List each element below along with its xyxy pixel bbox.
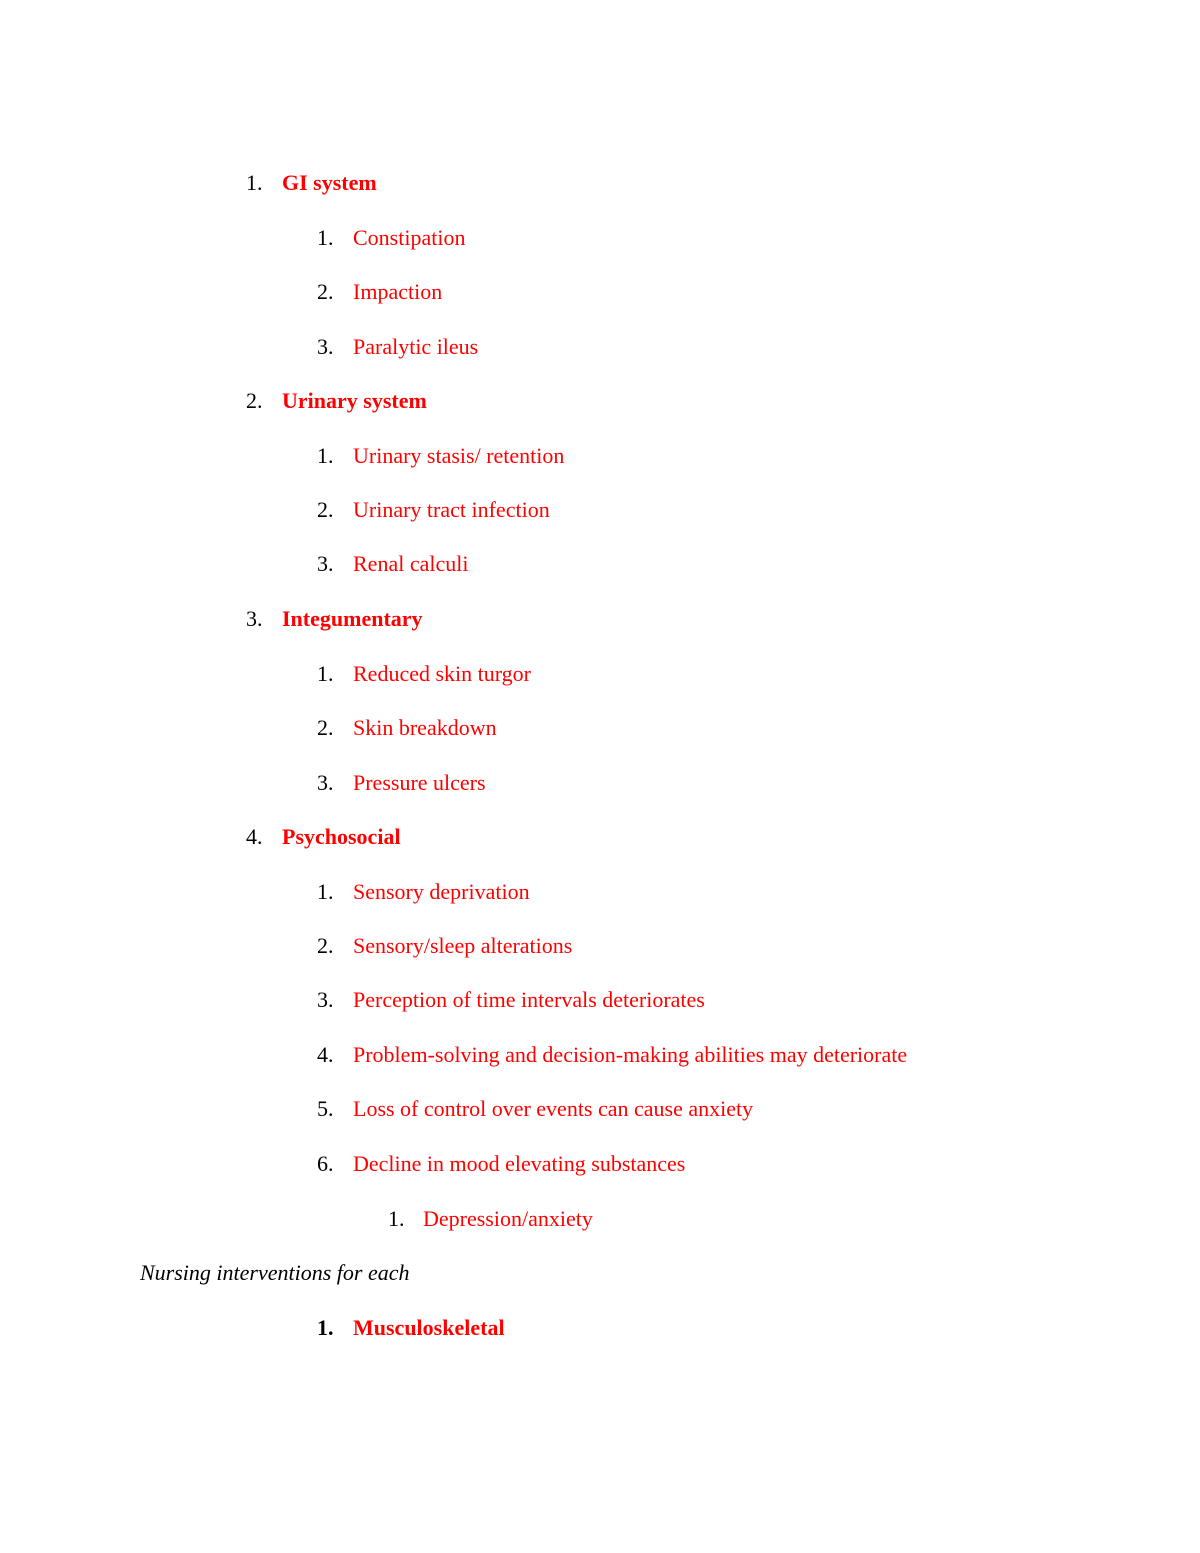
list-number: 1. <box>317 225 334 250</box>
list-item-text: Urinary tract infection <box>353 497 550 522</box>
list-number: 1. <box>317 1315 334 1340</box>
list-item-text: Decline in mood elevating substances <box>353 1151 686 1176</box>
list-number: 2. <box>317 933 334 958</box>
list-item-text: Skin breakdown <box>353 715 497 740</box>
list-number: 6. <box>317 1151 334 1176</box>
list-number: 3. <box>317 987 334 1012</box>
list-item-text: Pressure ulcers <box>353 770 486 795</box>
list-number: 2. <box>317 497 334 522</box>
section-title: Urinary system <box>282 388 427 413</box>
section-title: Integumentary <box>282 606 423 631</box>
list-item-text: Loss of control over events can cause anxiety <box>353 1096 754 1121</box>
list-item-text: Reduced skin turgor <box>353 661 532 686</box>
list-item-text: Urinary stasis/ retention <box>353 443 565 468</box>
interventions-heading: Nursing interventions for each <box>140 1260 410 1285</box>
list-item-text: Depression/anxiety <box>423 1206 593 1231</box>
list-number: 3. <box>246 606 263 631</box>
list-item-text: Sensory deprivation <box>353 879 530 904</box>
list-item-text: Renal calculi <box>353 551 469 576</box>
list-number: 3. <box>317 334 334 359</box>
list-item-text: Paralytic ileus <box>353 334 479 359</box>
list-number: 5. <box>317 1096 334 1121</box>
section-title: Psychosocial <box>282 824 401 849</box>
list-number: 3. <box>317 551 334 576</box>
list-item-text: Impaction <box>353 279 443 304</box>
list-number: 1. <box>317 879 334 904</box>
list-number: 1. <box>246 170 263 195</box>
list-item-text: Sensory/sleep alterations <box>353 933 573 958</box>
section-title: GI system <box>282 170 377 195</box>
list-item-text: Constipation <box>353 225 466 250</box>
section-title: Musculoskeletal <box>353 1315 505 1340</box>
list-item-text: Problem-solving and decision-making abilities may deteriorate <box>353 1042 908 1067</box>
list-number: 4. <box>246 824 263 849</box>
list-number: 1. <box>317 661 334 686</box>
list-number: 2. <box>317 279 334 304</box>
list-item-text: Perception of time intervals deteriorates <box>353 987 705 1012</box>
list-number: 1. <box>317 443 334 468</box>
list-number: 2. <box>317 715 334 740</box>
list-number: 2. <box>246 388 263 413</box>
list-number: 1. <box>388 1206 405 1231</box>
list-number: 4. <box>317 1042 334 1067</box>
list-number: 3. <box>317 770 334 795</box>
